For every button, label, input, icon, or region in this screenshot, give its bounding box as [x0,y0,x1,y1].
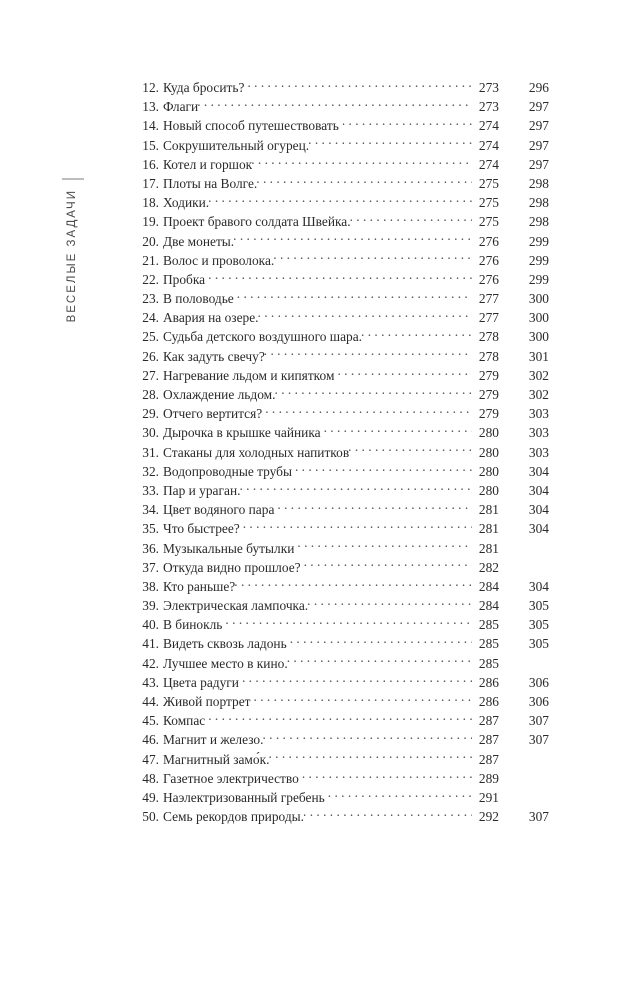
toc-item-title: Судьба детского воздушного шара. [163,329,363,345]
toc-page-number-primary: 287 [478,751,499,767]
dot-leader [304,558,472,571]
toc-page-number-primary: 277 [478,310,499,326]
dot-leader [256,175,472,188]
toc-item-number: 41. [142,636,159,652]
toc-row[interactable] [137,155,549,174]
toc-row[interactable] [137,807,549,826]
toc-page-number-secondary: 303 [528,444,549,460]
toc-item-number: 36. [142,540,159,556]
toc-item-title: Видеть сквозь ладонь [163,636,287,652]
toc-item-number: 49. [142,789,159,805]
toc-item-title: Отчего вертится? [163,406,263,422]
toc-item-number: 21. [142,252,159,268]
toc-page-number-primary: 276 [478,233,499,249]
toc-row[interactable] [137,558,549,577]
toc-row[interactable] [137,232,549,251]
dot-leader [287,654,472,667]
toc-row[interactable] [137,251,549,270]
toc-page-number-secondary: 303 [528,406,549,422]
toc-page-number-secondary: 299 [528,252,549,268]
toc-page-number-primary: 273 [478,80,499,95]
toc-page-number-primary: 278 [478,348,499,364]
toc-item-title: Живой портрет [163,694,251,709]
toc-item-title: Откуда видно прошлое? [163,559,301,575]
toc-page-number-primary: 275 [478,214,499,230]
toc-item-number: 42. [142,655,159,671]
toc-page-number-primary: 281 [478,540,499,556]
toc-item-number: 15. [142,137,159,153]
toc-page-number-primary: 279 [478,387,499,402]
toc-page-number-secondary: 299 [528,233,549,249]
toc-item-number: 46. [142,732,159,748]
toc-page-number-primary: 284 [478,598,499,614]
dot-leader [264,347,472,360]
dot-leader [277,501,472,514]
toc-row[interactable] [137,615,549,634]
toc-page-number-primary: 285 [478,617,499,633]
dot-leader [233,232,472,245]
toc-item-number: 50. [142,809,159,825]
toc-item-number: 16. [142,156,159,172]
toc-page-number-secondary: 297 [528,99,549,115]
toc-item-title: В бинокль [163,617,223,633]
toc-page-number-secondary: 300 [528,291,549,307]
toc-page-number-secondary: 307 [528,732,549,748]
toc-row[interactable] [137,308,549,327]
toc-item-title: Газетное электричество [163,770,299,786]
toc-page-number-primary: 280 [478,425,499,441]
toc-page-number-primary: 285 [478,636,499,652]
toc-item-number: 40. [142,617,159,633]
toc-row[interactable] [137,750,549,769]
toc-page-number-primary: 284 [478,578,499,594]
toc-page-number-primary: 278 [478,329,499,345]
toc-item-title: Котел и горшок [163,156,253,172]
toc-item-title: Нагревание льдом и кипятком [163,367,335,383]
dot-leader [208,194,472,207]
toc-row[interactable] [137,97,549,116]
dot-leader [295,462,472,475]
toc-row[interactable] [137,193,549,212]
toc-page-number-primary: 280 [478,463,499,479]
toc-item-title: Магнит и железо. [163,732,264,748]
toc-row[interactable] [137,577,549,596]
toc-item-number: 34. [142,502,159,518]
toc-row[interactable] [137,404,549,423]
toc-row[interactable] [137,539,549,558]
toc-item-title: Волос и проволока. [163,252,275,268]
toc-item-number: 35. [142,521,159,537]
toc-row[interactable] [137,212,549,231]
toc-item-title: Плоты на Волге. [163,175,258,191]
toc-page-number-primary: 287 [478,713,499,729]
toc-item-title: Электрическая лампочка. [163,598,309,614]
toc-row[interactable] [137,366,549,385]
toc-page-number-primary: 291 [478,789,499,805]
dot-leader [361,328,472,341]
toc-page-number-primary: 286 [478,694,499,709]
toc-page-number-primary: 281 [478,502,499,518]
toc-row[interactable] [137,634,549,653]
toc-row[interactable] [137,519,549,538]
toc-item-title: Дырочка в крышке чайника [163,425,321,441]
toc-item-title: В половодье [163,291,234,307]
toc-page-number-primary: 274 [478,156,499,172]
dot-leader [290,635,472,648]
toc-item-number: 20. [142,233,159,249]
toc-row[interactable] [137,327,549,346]
toc-page-number-secondary: 300 [528,310,549,326]
toc-page-number-secondary: 305 [528,617,549,633]
toc-page-number-secondary: 304 [528,463,549,479]
toc-page-number-primary: 273 [478,99,499,115]
toc-item-title: Две монеты. [163,233,235,249]
toc-page-number-secondary: 298 [528,195,549,211]
dot-leader [239,482,472,495]
toc-page-number-secondary: 298 [528,175,549,191]
toc-item-title: Ходики. [163,195,210,211]
toc-page-number-primary: 274 [478,137,499,153]
toc-page-number-primary: 280 [478,482,499,498]
toc-row[interactable] [137,730,549,749]
toc-page-number-secondary: 306 [528,674,549,690]
toc-item-number: 19. [142,214,159,230]
toc-row[interactable] [137,136,549,155]
toc-page-number-secondary: 304 [528,578,549,594]
toc-row[interactable] [137,423,549,442]
toc-item-number: 47. [142,751,159,767]
toc-page-number-secondary: 297 [528,118,549,134]
toc-item-number: 23. [142,291,159,307]
toc-row[interactable] [137,347,549,366]
toc-item-number: 27. [142,367,159,383]
dot-leader [307,597,472,610]
toc-page-number-primary: 276 [478,271,499,287]
toc-item-number: 12. [142,80,159,95]
toc-page-number-primary: 286 [478,674,499,690]
toc-row[interactable] [137,289,549,308]
toc-row[interactable] [137,78,549,97]
dot-leader [275,386,473,399]
toc-item-title: Магнитный замо́к. [163,751,270,767]
dot-leader [258,309,473,322]
toc-page-number-secondary: 303 [528,425,549,441]
toc-page-number-primary: 281 [478,521,499,537]
toc-item-title: Наэлектризованный гребень [163,789,325,805]
toc-item-title: Как задуть свечу? [163,348,265,364]
toc-page-number-secondary: 297 [528,137,549,153]
dot-leader [350,213,472,226]
toc-item-number: 33. [142,482,159,498]
toc-item-number: 30. [142,425,159,441]
toc-page-number-secondary: 307 [528,713,549,729]
vertical-running-head [58,178,88,322]
dot-leader [302,769,472,782]
toc-item-title: Новый способ путешествовать [163,118,339,134]
dot-leader [262,731,472,744]
dot-leader [197,98,472,111]
toc-item-title: Проект бравого солдата Швейка. [163,214,351,230]
dot-leader [328,789,472,802]
toc-page-number-primary: 282 [478,559,499,575]
dot-leader [225,616,472,629]
toc-row[interactable] [137,443,549,462]
toc-page-number-secondary: 305 [528,636,549,652]
toc-item-title: Что быстрее? [163,521,240,537]
dot-leader [247,79,472,92]
toc-row[interactable] [137,385,549,404]
toc-item-title: Водопроводные трубы [163,463,292,479]
dot-leader [208,270,472,283]
toc-item-number: 24. [142,310,159,326]
dot-leader [308,136,472,149]
dot-leader [324,424,472,437]
toc-item-number: 29. [142,406,159,422]
toc-item-title: Лучшее место в кино. [163,655,288,671]
toc-page-number-primary: 287 [478,732,499,748]
toc-page-number-primary: 279 [478,406,499,422]
toc-page-number-secondary: 298 [528,214,549,230]
toc-item-number: 37. [142,559,159,575]
toc-item-title: Стаканы для холодных напитков [163,444,350,460]
toc-item-title: Цвет водяного пара [163,502,275,518]
toc-page-number-secondary: 302 [528,367,549,383]
toc-page-number-secondary: 304 [528,482,549,498]
running-head-rule [62,178,84,180]
table-of-contents [137,78,549,826]
toc-page-number-secondary: 300 [528,329,549,345]
toc-item-number: 28. [142,387,159,402]
toc-item-title: Компас [163,713,206,729]
toc-page-number-primary: 275 [478,195,499,211]
dot-leader [337,366,472,379]
toc-item-title: Куда бросить? [163,80,245,95]
dot-leader [265,405,472,418]
toc-item-number: 25. [142,329,159,345]
toc-row[interactable] [137,174,549,193]
toc-item-number: 45. [142,713,159,729]
toc-page-number-secondary: 297 [528,156,549,172]
toc-page-number-primary: 285 [478,655,499,671]
dot-leader [243,520,472,533]
toc-item-title: Цвета радуги [163,674,239,690]
dot-leader [348,443,472,456]
toc-item-title: Флаги [163,99,199,115]
toc-page-number-secondary: 307 [528,809,549,825]
toc-page-number-secondary: 306 [528,694,549,709]
toc-item-title: Авария на озере. [163,310,259,326]
toc-page-number-primary: 292 [478,809,499,825]
dot-leader [342,117,472,130]
toc-page-number-primary: 276 [478,252,499,268]
toc-item-number: 14. [142,118,159,134]
toc-item-number: 48. [142,770,159,786]
toc-item-title: Сокрушительный огурец. [163,137,310,153]
toc-page-number-primary: 280 [478,444,499,460]
toc-page-number-primary: 279 [478,367,499,383]
dot-leader [303,808,472,821]
toc-page-number-primary: 277 [478,291,499,307]
toc-row[interactable] [137,711,549,730]
toc-item-number: 26. [142,348,159,364]
running-head-label: ВЕСЕЛЫЕ ЗАДАЧИ [66,189,79,323]
toc-row[interactable] [137,769,549,788]
toc-item-title: Пробка [163,271,206,287]
toc-page-number-secondary: 296 [528,80,549,95]
dot-leader [297,539,472,552]
dot-leader [254,693,473,706]
dot-leader [251,155,472,168]
toc-row[interactable] [137,500,549,519]
toc-page-number-secondary: 304 [528,502,549,518]
toc-row[interactable] [137,462,549,481]
toc-item-number: 18. [142,195,159,211]
toc-item-title: Кто раньше? [163,578,236,594]
dot-leader [208,712,472,725]
toc-item-title: Пар и ураган. [163,482,241,498]
toc-item-number: 43. [142,674,159,690]
toc-item-title: Музыкальные бутылки [163,540,295,556]
toc-row[interactable] [137,596,549,615]
toc-row[interactable] [137,788,549,807]
dot-leader [273,251,472,264]
toc-item-number: 13. [142,99,159,115]
dot-leader [242,673,472,686]
toc-page-number-primary: 274 [478,118,499,134]
toc-page-number-secondary: 305 [528,598,549,614]
dot-leader [268,750,472,763]
toc-row[interactable] [137,481,549,500]
toc-row[interactable] [137,654,549,673]
toc-row[interactable] [137,270,549,289]
toc-item-number: 38. [142,578,159,594]
toc-item-title: Семь рекордов природы. [163,809,305,825]
toc-item-number: 32. [142,463,159,479]
toc-row[interactable] [137,692,549,711]
toc-page-number-secondary: 304 [528,521,549,537]
toc-page-number-secondary: 302 [528,387,549,402]
toc-item-number: 22. [142,271,159,287]
dot-leader [234,577,472,590]
toc-item-number: 17. [142,175,159,191]
toc-row[interactable] [137,116,549,135]
toc-page-number-secondary: 299 [528,271,549,287]
toc-page-number-primary: 275 [478,175,499,191]
toc-item-title: Охлаждение льдом. [163,387,276,402]
toc-page-number-secondary: 301 [528,348,549,364]
toc-page-number-primary: 289 [478,770,499,786]
dot-leader [237,290,472,303]
toc-item-number: 31. [142,444,159,460]
toc-item-number: 39. [142,598,159,614]
toc-row[interactable] [137,673,549,692]
toc-item-number: 44. [142,694,159,709]
